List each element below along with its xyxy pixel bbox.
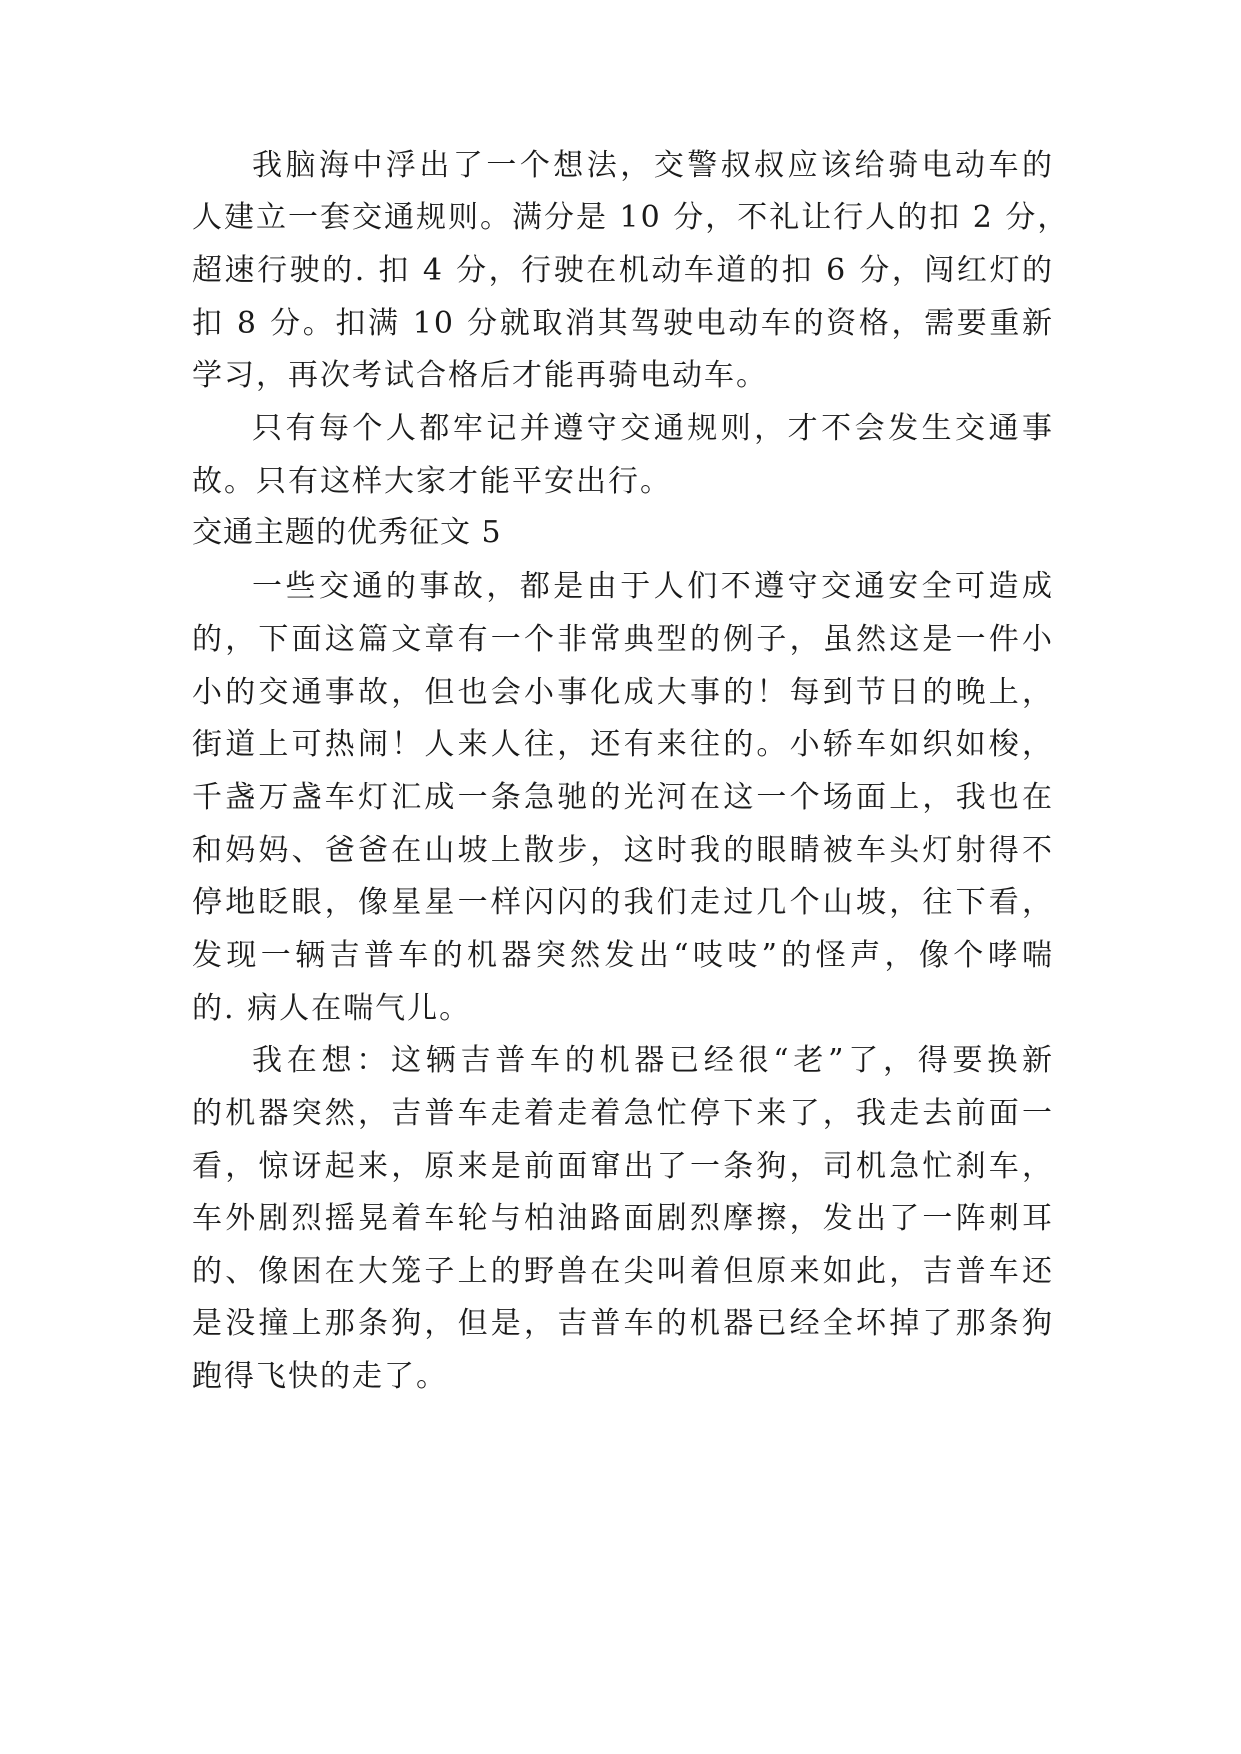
- paragraph-line: 小的交通事故，但也会小事化成大事的！每到节日的晚上，: [192, 675, 1054, 710]
- paragraph-line: 千盏万盏车灯汇成一条急驰的光河在这一个场面上，我也在: [192, 780, 1054, 815]
- paragraph-line: 扣 8 分。扣满 10 分就取消其驾驶电动车的资格，需要重新: [192, 306, 1054, 341]
- paragraph-line: 停地眨眼，像星星一样闪闪的我们走过几个山坡，往下看，: [192, 885, 1054, 920]
- paragraph-line: 人建立一套交通规则。满分是 10 分，不礼让行人的扣 2 分，: [192, 200, 1070, 235]
- paragraph-line: 发现一辆吉普车的机器突然发出“吱吱”的怪声，像个哮喘: [192, 938, 1054, 973]
- paragraph-line: 街道上可热闹！人来人往，还有来往的。小轿车如织如梭，: [192, 727, 1054, 762]
- paragraph-line: 和妈妈、爸爸在山坡上散步，这时我的眼睛被车头灯射得不: [192, 833, 1054, 868]
- paragraph-line: 看，惊讶起来，原来是前面窜出了一条狗，司机急忙刹车，: [192, 1149, 1054, 1184]
- paragraph-line: 我脑海中浮出了一个想法，交警叔叔应该给骑电动车的: [252, 148, 1054, 183]
- paragraph-line: 超速行驶的. 扣 4 分，行驶在机动车道的扣 6 分，闯红灯的: [192, 253, 1054, 288]
- paragraph-line: 只有每个人都牢记并遵守交通规则，才不会发生交通事: [252, 411, 1054, 446]
- paragraph-line: 的机器突然，吉普车走着走着急忙停下来了，我走去前面一: [192, 1096, 1054, 1131]
- section-heading: 交通主题的优秀征文 5: [192, 515, 502, 550]
- paragraph-line: 的. 病人在喘气儿。: [192, 991, 472, 1026]
- paragraph-line: 我在想：这辆吉普车的机器已经很“老”了，得要换新: [252, 1043, 1054, 1078]
- paragraph-line: 故。只有这样大家才能平安出行。: [192, 464, 672, 499]
- paragraph-line: 一些交通的事故，都是由于人们不遵守交通安全可造成: [252, 569, 1054, 604]
- paragraph-line: 跑得飞快的走了。: [192, 1359, 448, 1394]
- paragraph-line: 学习，再次考试合格后才能再骑电动车。: [192, 358, 768, 393]
- paragraph-line: 的，下面这篇文章有一个非常典型的例子，虽然这是一件小: [192, 622, 1054, 657]
- paragraph-line: 车外剧烈摇晃着车轮与柏油路面剧烈摩擦，发出了一阵刺耳: [192, 1201, 1054, 1236]
- paragraph-line: 的、像困在大笼子上的野兽在尖叫着但原来如此，吉普车还: [192, 1254, 1054, 1289]
- paragraph-line: 是没撞上那条狗，但是，吉普车的机器已经全坏掉了那条狗: [192, 1306, 1054, 1341]
